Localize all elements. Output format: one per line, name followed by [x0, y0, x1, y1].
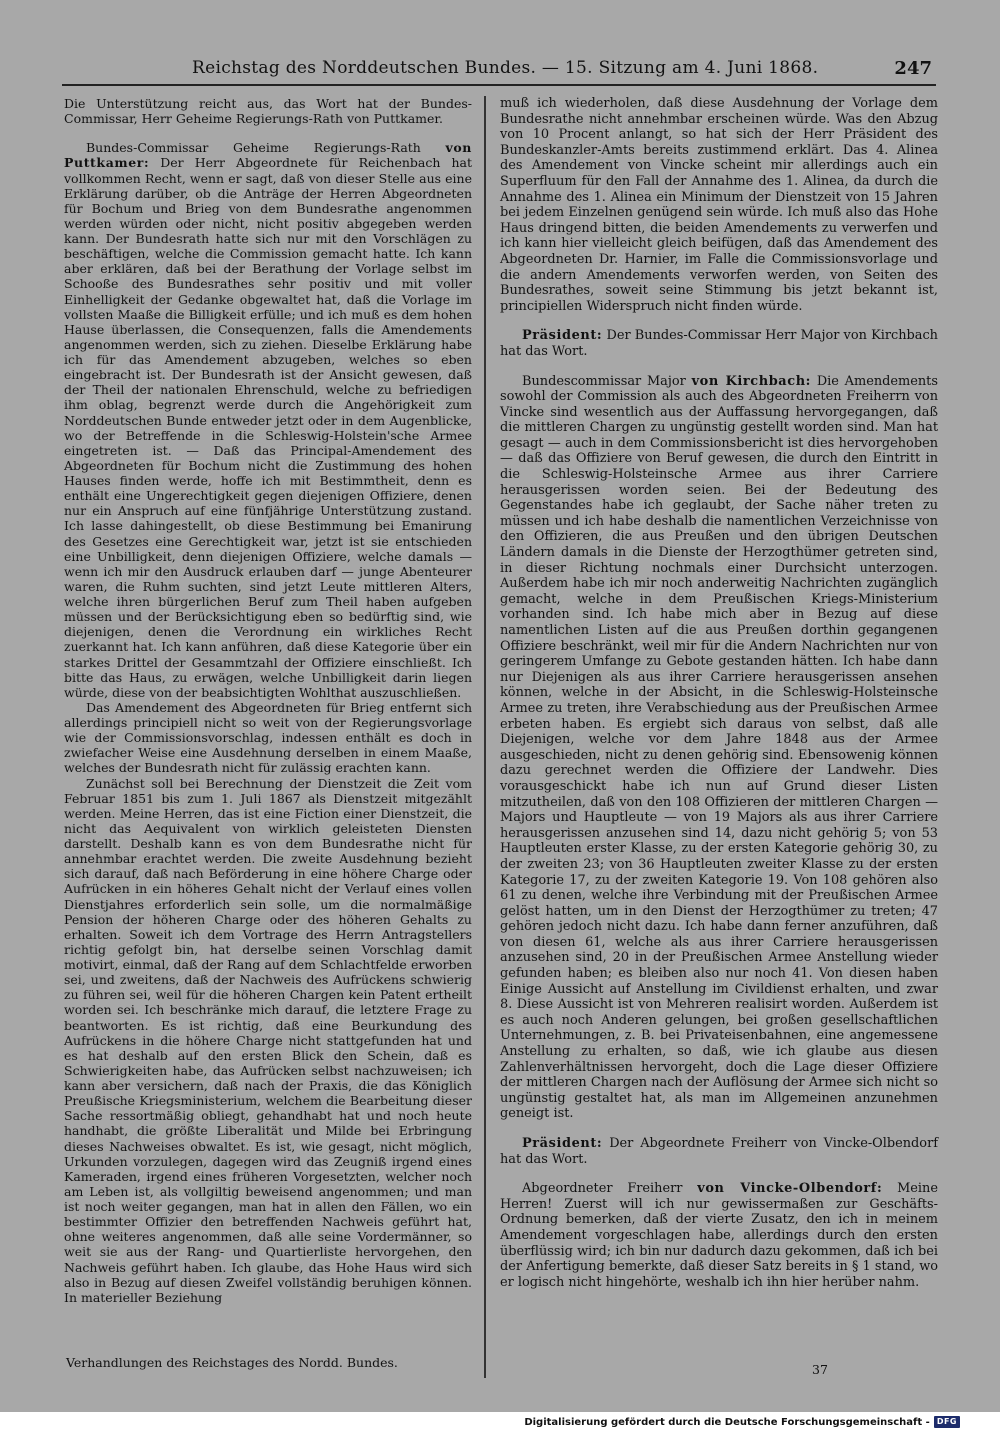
- speech-kirchbach: [500, 374, 938, 1123]
- paragraph: muß ich wiederholen, daß diese Ausdehnung der Vorlage dem Bundesrathe nicht annehmbar erscheinen würde. Was den Abzug von 10 Procent anlangt, so hat sich der Herr Präsident des Bundeskanzler-Amts bereits zustimmend erklärt. Das 4. Alinea des Amendement von Vincke scheint mir allerdings auch ein Superfluum für den Fall der Annahme des 1. Alinea, da durch die Annahme des 1. Alinea ein Minimum der Dienstzeit von 15 Jahren bei jedem Einzelnen genügend sein würde. Ich muß also das Hohe Haus dringend bitten, die beiden Amendements zu verwerfen und ich kann hier vielleicht gleich beifügen, daß das Amendement des Abgeordneten Dr. Harnier, im Falle die Commissionsvorlage und die andern Amendements verworfen werden, von Seiten des Bundesrathes, soweit seine Stimmung bis jetzt bekannt ist, principiellen Widerspruch nicht finden würde.: [500, 96, 938, 314]
- speech-text: Meine Herren! Zuerst will ich nur gewissermaßen zur Geschäfts-Ordnung bemerken, daß der vierte Zusatz, den ich in meinem Amendement vorgeschlagen habe, allerdings durch den ersten überflüssig wird; ich bin nur dadurch dazu gekommen, daß ich bei der Anfertigung bemerkte, daß dieser Satz bereits in § 1 stand, wo er logisch nicht hingehörte, weshalb ich ihn hier herüber nahm.: [500, 1181, 938, 1290]
- left-column: [64, 96, 472, 1305]
- speaker-intro: Bundescommissar Major: [522, 373, 686, 389]
- header-title: Reichstag des Norddeutschen Bundes. — 15. Sitzung am 4. Juni 1868.: [192, 58, 819, 78]
- speech-text: Der Bundes-Commissar Herr Major von Kirchbach hat das Wort.: [500, 328, 938, 359]
- speech-text: Der Herr Abgeordnete für Reichenbach hat vollkommen Recht, wenn er sagt, daß von dieser Stelle aus eine Erklärung darüber, ob die Anträge der Herren Abgeordneten für Bochum und Brieg von dem Bundesrathe angenommen werden würden oder nicht, nicht positiv abgegeben werden kann. Der Bundesrath hatte sich nur mit den Vorschlägen zu beschäftigen, welche die Commission gemacht hatte. Ich kann aber erklären, daß bei der Berathung der Vorlage selbst im Schooße des Bundesrathes sehr positiv und mit voller Einhelligkeit der Gedanke obgewaltet hat, daß die Vorlage im vollsten Maaße die Billigkeit erfülle; und ich muß es dem hohen Hause überlassen, die Consequenzen, falls die Amendements angenommen werden, sich zu ziehen. Dieselbe Erklärung habe ich für das Amendement abzugeben, welches so eben eingebracht ist. Der Bundesrath ist der Ansicht gewesen, daß der Theil der nationalen Ehrenschuld, welche zu befriedigen ihm oblag, begrenzt werde durch die Angehörigkeit zum Norddeutschen Bunde entweder jetzt oder in dem Augenblicke, wo der Betreffende in die Schleswig-Holstein'sche Armee eingetreten ist. — Daß das Principal-Amendement des Abgeordneten für Bochum nicht die Zustimmung des hohen Hauses finden werde, hoffe ich mit Bestimmtheit, denn es enthält eine Ungerechtigkeit gegen diejenigen Offiziere, denen nur ein Anspruch auf eine fünfjährige Unterstützung zustand. Ich lasse dahingestellt, ob diese Bestimmung bei Emanirung des Gesetzes eine Gerechtigkeit war, jetzt ist sie entschieden eine Unbilligkeit, denn diejenigen Offiziere, welche damals — wenn ich mir den Ausdruck erlauben darf — junge Abenteurer waren, die Ruhm suchten, sind jetzt Leute mittleren Alters, welche ihren bürgerlichen Beruf zum Theil haben aufgeben müssen und der Berücksichtigung eben so bedürftig sind, wie diejenigen, denen die Verordnung ein wirkliches Recht zuerkannt hat. Ich kann anführen, daß diese Kategorie über ein starkes Drittel der Gesammtzahl der Offiziere einschließt. Ich bitte das Haus, zu erwägen, welche Unbilligkeit darin liegen würde, diese von der beabsichtigten Wohlthat auszuschließen.: [64, 155, 472, 700]
- speaker-intro: Abgeordneter Freiherr: [522, 1181, 683, 1197]
- speaker-name: Präsident:: [522, 328, 603, 344]
- running-header: [62, 58, 936, 86]
- page-footnote: Verhandlungen des Reichstages des Nordd. Bundes.: [66, 1355, 398, 1370]
- speaker-name: von Kirchbach:: [691, 373, 812, 389]
- credit-text: Digitalisierung gefördert durch die Deutsche Forschungsgemeinschaft -: [524, 1416, 930, 1428]
- digitization-credit: [524, 1414, 960, 1430]
- speech-vincke: [500, 1181, 938, 1290]
- right-column: [500, 96, 938, 1290]
- speech-president: [500, 328, 938, 359]
- page-number: 247: [894, 58, 932, 79]
- speech-president: [500, 1136, 938, 1167]
- speech-text: Die Amendements sowohl der Commission als auch des Abgeordneten Freiherrn von Vincke sind wesentlich aus der Auffassung hervorgegangen, daß die mittleren Chargen zu ungünstig gestellt worden sind. Man hat gesagt — auch in dem Commissionsbericht ist dies hervorgehoben — daß das Offiziere von Beruf gewesen, die durch den Eintritt in die Schleswig-Holsteinsche Armee aus ihrer Carriere herausgerissen worden seien. Bei der Bedeutung des Gegenstandes habe ich geglaubt, der Sache näher treten zu müssen und ich habe deshalb die namentlichen Verzeichnisse von den Offizieren, die aus Preußen und den übrigen Deutschen Ländern damals in die Dienste der Herzogthümer getreten sind, in dieser Richtung nochmals einer Durchsicht unterzogen. Außerdem habe ich mir noch anderweitig Nachrichten zugänglich gemacht, welche in dem Preußischen Kriegs-Ministerium vorhanden sind. Ich habe mich aber in Bezug auf diese namentlichen Listen auf die aus Preußen dorthin gegangenen Offiziere beschränkt, weil mir für die Andern Nachrichten nur von geringerem Umfange zu Gebote gestanden hätten. Ich habe dann nur Diejenigen als aus ihrer Carriere herausgerissen ansehen können, welche in der Absicht, in die Schleswig-Holsteinsche Armee zu treten, ihre Verabschiedung aus der Preußischen Armee erbeten haben. Es ergiebt sich daraus von selbst, daß alle Diejenigen, welche vor dem Jahre 1848 aus der Armee ausgeschieden, nicht zu denen gehörig sind. Ebensowenig können dazu gerechnet werden die Offiziere der Landwehr. Dies vorausgeschickt habe ich nun auf Grund dieser Listen mitzutheilen, daß von den 108 Offizieren der mittleren Chargen — Majors und Hauptleute — von 19 Majors als aus ihrer Carriere herausgerissen anzusehen sind 14, dazu nicht gehörig 5; von 53 Hauptleuten erster Klasse, zu der ersten Kategorie gehörig 30, zu der zweiten 23; von 36 Hauptleuten zweiter Klasse zu der ersten Kategorie 17, zu der zweiten Kategorie 19. Von 108 gehören also 61 zu denen, welche ihre Verbindung mit der Preußischen Armee gelöst hatten, um in den Dienst der Herzogthümer zu treten; 47 gehören jedoch nicht dazu. Ich habe dann ferner anzuführen, daß von diesen 61, welche als aus ihrer Carriere herausgerissen anzusehen sind, 20 in der Preußischen Armee Anstellung wieder gefunden haben; es bleiben also nur noch 41. Von diesen haben Einige Aussicht auf Anstellung im Civildienst erhalten, und zwar 8. Diese Aussicht ist von Mehreren realisirt worden. Außerdem ist es auch noch Anderen gelungen, bei großen gesellschaftlichen Unternehmungen, z. B. bei Privateisenbahnen, eine angemessene Anstellung zu erhalten, so daß, wie ich glaube aus diesen Zahlenverhältnissen hervorgeht, doch die Lage dieser Offiziere der mittleren Chargen nach der Auflösung der Armee sich nicht so ungünstig gestaltet hat, als man im Allgemeinen anzunehmen geneigt ist.: [500, 373, 938, 1122]
- dfg-logo-icon: DFG: [934, 1416, 960, 1428]
- speech-text: Der Abgeordnete Freiherr von Vincke-Olbendorf hat das Wort.: [500, 1136, 938, 1167]
- speech-puttkamer: [64, 140, 472, 700]
- column-divider: [484, 96, 486, 1378]
- paragraph: Das Amendement des Abgeordneten für Brieg entfernt sich allerdings principiell nicht so weit von der Regierungsvorlage wie der Commissionsvorschlag, indessen enthält es doch in zwiefacher Weise eine Ausdehnung derselben in einem Maaße, welches der Bundesrath nicht für zulässig erachten kann.: [64, 699, 472, 776]
- speaker-name: von Vincke-Olbendorf:: [697, 1181, 883, 1197]
- speaker-name: Präsident:: [522, 1136, 603, 1151]
- speaker-name: von Puttkamer:: [64, 140, 472, 171]
- paragraph: Die Unterstützung reicht aus, das Wort hat der Bundes-Commissar, Herr Geheime Regierungs-Rath von Puttkamer.: [64, 96, 472, 127]
- paragraph: Zunächst soll bei Berechnung der Dienstzeit die Zeit vom Februar 1851 bis zum 1. Juli 1867 als Dienstzeit mitgezählt werden. Meine Herren, das ist eine Fiction einer Dienstzeit, die nicht das Aequivalent von wirklich geleisteten Diensten darstellt. Deshalb kann es von dem Bundesrathe nicht für annehmbar erachtet werden. Die zweite Ausdehnung bezieht sich darauf, daß nach Beförderung in eine höhere Charge oder Aufrücken in ein höheres Gehalt nicht der Verlauf eines vollen Dienstjahres erforderlich sein solle, um die normalmäßige Pension der höheren Charge oder des höheren Gehalts zu erhalten. Soweit ich dem Vortrage des Herrn Antragstellers richtig gefolgt bin, hat derselbe seinen Vorschlag damit motivirt, einmal, daß der Rang auf dem Schlachtfelde erworben sei, und zweitens, daß der Nachweis des Aufrückens schwierig zu führen sei, weil für die höheren Chargen kein Patent ertheilt worden sei. Ich beschränke mich darauf, die letztere Frage zu beantworten. Es ist richtig, daß eine Beurkundung des Aufrückens in die höhere Charge nicht stattgefunden hat und es hat deshalb auf den ersten Blick den Schein, daß es Schwierigkeiten habe, das Aufrücken selbst nachzuweisen; ich kann aber versichern, daß nach der Praxis, die das Königlich Preußische Kriegsministerium, welchem die Bearbeitung dieser Sache ressortmäßig obliegt, gehandhabt hat und noch heute handhabt, die größte Liberalität und Milde bei Erbringung dieses Nachweises obwaltet. Es ist, wie gesagt, nicht möglich, Urkunden vorzulegen, dagegen wird das Zeugniß irgend eines Kameraden, irgend eines früheren Vorgesetzten, welcher noch am Leben ist, als vollgiltig beweisend angenommen; und man ist noch weiter gegangen, man hat in allen den Fällen, wo ein bestimmter Offizier den betreffenden Nachweis geführt hat, ohne weiteres angenommen, daß alle seine Vordermänner, so weit sie aus der Rang- und Quartierliste hervorgehen, den Nachweis geführt haben. Ich glaube, das Hohe Haus wird sich also in Bezug auf diesen Zweifel vollständig beruhigen können. In materieller Beziehung: [64, 775, 472, 1305]
- speaker-intro: Bundes-Commissar Geheime Regierungs-Rath: [86, 140, 421, 156]
- signature-mark: 37: [812, 1362, 828, 1377]
